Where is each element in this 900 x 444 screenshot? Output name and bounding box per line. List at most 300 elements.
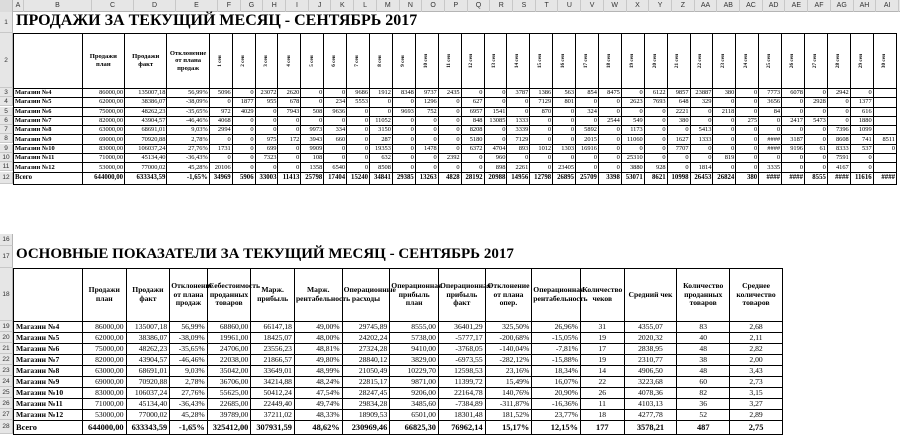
day-value-cell[interactable]: 84: [759, 107, 782, 116]
value-cell[interactable]: 26: [580, 388, 624, 399]
day-value-cell[interactable]: 0: [782, 154, 805, 163]
day-value-cell[interactable]: ####: [759, 135, 782, 144]
day-value-cell[interactable]: 2118: [713, 107, 736, 116]
value-cell[interactable]: 36: [677, 399, 730, 410]
column-letter[interactable]: P: [445, 0, 468, 12]
day-value-cell[interactable]: 108: [301, 154, 324, 163]
value-cell[interactable]: 31: [580, 322, 624, 333]
day-value-cell[interactable]: 0: [415, 116, 438, 125]
value-cell[interactable]: 33649,01: [251, 366, 295, 377]
row-number[interactable]: 22: [0, 354, 13, 365]
day-value-cell[interactable]: 0: [232, 135, 255, 144]
day-value-cell[interactable]: 632: [370, 154, 393, 163]
value-cell[interactable]: 4103,13: [624, 399, 677, 410]
day-value-cell[interactable]: 9909: [301, 144, 324, 153]
day-value-cell[interactable]: 2620: [278, 89, 301, 98]
day-value-cell[interactable]: 563: [553, 89, 576, 98]
column-letter[interactable]: M: [377, 0, 400, 12]
day-value-cell[interactable]: 16916: [576, 144, 599, 153]
day-value-cell[interactable]: 0: [598, 154, 621, 163]
fact-cell[interactable]: 48262,23: [125, 107, 167, 116]
day-value-cell[interactable]: 0: [644, 116, 667, 125]
value-cell[interactable]: 63000,00: [82, 366, 126, 377]
value-cell[interactable]: 37211,02: [251, 410, 295, 421]
day-value-cell[interactable]: 0: [598, 163, 621, 172]
day-value-cell[interactable]: 8508: [370, 163, 393, 172]
column-letter[interactable]: I: [286, 0, 309, 12]
day-value-cell[interactable]: 0: [576, 154, 599, 163]
day-value-cell[interactable]: 0: [576, 163, 599, 172]
day-value-cell[interactable]: 0: [278, 163, 301, 172]
value-cell[interactable]: 45134,40: [126, 399, 170, 410]
day-value-cell[interactable]: 334: [324, 126, 347, 135]
day-value-cell[interactable]: 0: [232, 154, 255, 163]
value-cell[interactable]: 2,82: [730, 344, 783, 355]
value-cell[interactable]: 83000,00: [82, 388, 126, 399]
day-value-cell[interactable]: ####: [827, 172, 850, 184]
day-value-cell[interactable]: 9196: [782, 144, 805, 153]
day-value-cell[interactable]: 0: [347, 116, 370, 125]
value-cell[interactable]: 68860,00: [207, 322, 251, 333]
day-value-cell[interactable]: 4029: [232, 107, 255, 116]
store-name-cell[interactable]: Магазин №11: [14, 154, 83, 163]
day-value-cell[interactable]: 12798: [530, 172, 553, 184]
column-letter[interactable]: AH: [854, 0, 877, 12]
value-cell[interactable]: -35,65%: [170, 344, 208, 355]
day-value-cell[interactable]: 0: [759, 116, 782, 125]
day-value-cell[interactable]: 1731: [209, 144, 232, 153]
value-cell[interactable]: 325412,00: [207, 421, 251, 435]
day-value-cell[interactable]: 0: [232, 89, 255, 98]
value-cell[interactable]: 21050,49: [342, 366, 390, 377]
day-value-cell[interactable]: ####: [873, 172, 896, 184]
value-cell[interactable]: 76962,14: [438, 421, 485, 435]
value-cell[interactable]: 23556,23: [251, 344, 295, 355]
value-cell[interactable]: 26,96%: [532, 322, 581, 333]
store-name-cell[interactable]: Магазин №8: [14, 126, 83, 135]
value-cell[interactable]: 3223,68: [624, 377, 677, 388]
day-value-cell[interactable]: 3880: [621, 163, 644, 172]
day-value-cell[interactable]: 7396: [827, 126, 850, 135]
day-value-cell[interactable]: 0: [461, 89, 484, 98]
value-cell[interactable]: 27324,28: [342, 344, 390, 355]
day-value-cell[interactable]: 752: [415, 107, 438, 116]
day-value-cell[interactable]: 7323: [255, 154, 278, 163]
value-cell[interactable]: 4277,78: [624, 410, 677, 421]
value-cell[interactable]: 50412,24: [251, 388, 295, 399]
day-value-cell[interactable]: 0: [690, 116, 713, 125]
value-cell[interactable]: 9,03%: [170, 366, 208, 377]
day-value-cell[interactable]: 898: [484, 163, 507, 172]
day-value-cell[interactable]: 0: [759, 154, 782, 163]
day-value-cell[interactable]: 0: [690, 107, 713, 116]
value-cell[interactable]: 71000,00: [82, 399, 126, 410]
day-value-cell[interactable]: 275: [736, 116, 759, 125]
store-name-cell[interactable]: Магазин №11: [14, 399, 83, 410]
day-value-cell[interactable]: 928: [644, 163, 667, 172]
value-cell[interactable]: 22685,00: [207, 399, 251, 410]
day-value-cell[interactable]: 8608: [827, 135, 850, 144]
value-cell[interactable]: 135007,18: [126, 322, 170, 333]
day-value-cell[interactable]: 380: [667, 116, 690, 125]
day-value-cell[interactable]: 0: [530, 163, 553, 172]
day-value-cell[interactable]: 0: [850, 154, 873, 163]
value-cell[interactable]: 23,77%: [532, 410, 581, 421]
day-value-cell[interactable]: 0: [484, 89, 507, 98]
row-number[interactable]: 7: [0, 125, 13, 134]
day-value-cell[interactable]: 7773: [759, 89, 782, 98]
value-cell[interactable]: 49,74%: [294, 399, 342, 410]
column-letter[interactable]: AC: [740, 0, 763, 12]
day-value-cell[interactable]: 8333: [827, 144, 850, 153]
value-cell[interactable]: 16,07%: [532, 377, 581, 388]
value-cell[interactable]: 86000,00: [82, 322, 126, 333]
row-number[interactable]: 20: [0, 332, 13, 343]
value-cell[interactable]: 20,90%: [532, 388, 581, 399]
store-name-cell[interactable]: Всего: [14, 421, 83, 435]
value-cell[interactable]: 82: [677, 388, 730, 399]
store-name-cell[interactable]: Магазин №9: [14, 377, 83, 388]
value-cell[interactable]: 22: [580, 377, 624, 388]
day-value-cell[interactable]: 0: [415, 154, 438, 163]
column-letter[interactable]: X: [627, 0, 650, 12]
day-value-cell[interactable]: 0: [347, 107, 370, 116]
day-value-cell[interactable]: 0: [804, 89, 827, 98]
value-cell[interactable]: 60: [677, 377, 730, 388]
day-value-cell[interactable]: 0: [278, 144, 301, 153]
column-letter[interactable]: K: [332, 0, 355, 12]
column-letter[interactable]: N: [400, 0, 423, 12]
day-value-cell[interactable]: 25709: [576, 172, 599, 184]
row-number[interactable]: 1: [0, 12, 13, 33]
value-cell[interactable]: 22449,40: [251, 399, 295, 410]
day-value-cell[interactable]: 9636: [324, 107, 347, 116]
day-value-cell[interactable]: 0: [438, 107, 461, 116]
day-value-cell[interactable]: 0: [484, 126, 507, 135]
store-name-cell[interactable]: Магазин №12: [14, 163, 83, 172]
column-letter[interactable]: W: [604, 0, 627, 12]
day-value-cell[interactable]: [873, 98, 896, 107]
value-cell[interactable]: 15,49%: [485, 377, 532, 388]
value-cell[interactable]: 2,75: [730, 421, 783, 435]
value-cell[interactable]: -1,65%: [170, 421, 208, 435]
plan-cell[interactable]: 83000,00: [82, 144, 124, 153]
day-value-cell[interactable]: 0: [713, 116, 736, 125]
day-value-cell[interactable]: 0: [438, 98, 461, 107]
day-value-cell[interactable]: 0: [667, 163, 690, 172]
fact-cell[interactable]: 106037,24: [125, 144, 167, 153]
value-cell[interactable]: 3,27: [730, 399, 783, 410]
day-value-cell[interactable]: 2994: [209, 126, 232, 135]
fact-cell[interactable]: 43904,57: [125, 116, 167, 125]
day-value-cell[interactable]: 0: [690, 144, 713, 153]
value-cell[interactable]: 55625,00: [207, 388, 251, 399]
value-cell[interactable]: 19961,00: [207, 333, 251, 344]
day-value-cell[interactable]: 0: [461, 154, 484, 163]
column-letter[interactable]: B: [24, 0, 92, 12]
value-cell[interactable]: 181,52%: [485, 410, 532, 421]
store-name-cell[interactable]: Магазин №6: [14, 107, 83, 116]
day-value-cell[interactable]: 1814: [690, 163, 713, 172]
value-cell[interactable]: -200,68%: [485, 333, 532, 344]
value-cell[interactable]: 82000,00: [82, 355, 126, 366]
column-letter[interactable]: G: [241, 0, 264, 12]
column-letter[interactable]: U: [559, 0, 582, 12]
value-cell[interactable]: 633343,59: [126, 421, 170, 435]
store-name-cell[interactable]: Всего: [14, 172, 83, 184]
value-cell[interactable]: 48,33%: [294, 410, 342, 421]
column-letter[interactable]: H: [263, 0, 286, 12]
day-value-cell[interactable]: 0: [255, 163, 278, 172]
day-value-cell[interactable]: 0: [392, 98, 415, 107]
day-value-cell[interactable]: 1541: [484, 107, 507, 116]
value-cell[interactable]: 66147,18: [251, 322, 295, 333]
value-cell[interactable]: 4906,50: [624, 366, 677, 377]
value-cell[interactable]: 48: [677, 344, 730, 355]
column-letter[interactable]: C: [92, 0, 134, 12]
day-value-cell[interactable]: 0: [461, 163, 484, 172]
value-cell[interactable]: 14: [580, 366, 624, 377]
row-number[interactable]: 9: [0, 144, 13, 153]
deviation-cell[interactable]: -38,09%: [167, 98, 209, 107]
day-value-cell[interactable]: 234: [324, 98, 347, 107]
day-value-cell[interactable]: 0: [553, 116, 576, 125]
day-value-cell[interactable]: 23405: [553, 163, 576, 172]
value-cell[interactable]: 230969,46: [342, 421, 390, 435]
value-cell[interactable]: 66825,30: [390, 421, 439, 435]
value-cell[interactable]: -6973,55: [438, 355, 485, 366]
day-value-cell[interactable]: 23887: [690, 89, 713, 98]
value-cell[interactable]: 36706,00: [207, 377, 251, 388]
day-value-cell[interactable]: 0: [598, 135, 621, 144]
column-letter[interactable]: AF: [808, 0, 831, 12]
day-value-cell[interactable]: 1880: [850, 116, 873, 125]
day-value-cell[interactable]: 0: [576, 98, 599, 107]
row-number[interactable]: 18: [0, 268, 13, 321]
day-value-cell[interactable]: 0: [370, 107, 393, 116]
day-value-cell[interactable]: 0: [644, 126, 667, 135]
day-value-cell[interactable]: 0: [278, 154, 301, 163]
sales-table[interactable]: [13, 33, 897, 185]
deviation-cell[interactable]: -36,43%: [167, 154, 209, 163]
day-value-cell[interactable]: 0: [370, 98, 393, 107]
column-letter[interactable]: Z: [672, 0, 695, 12]
select-all-corner[interactable]: [0, 0, 13, 12]
value-cell[interactable]: 19: [580, 355, 624, 366]
day-value-cell[interactable]: 0: [782, 163, 805, 172]
column-letter[interactable]: AB: [717, 0, 740, 12]
day-value-cell[interactable]: 11052: [370, 116, 393, 125]
column-letter[interactable]: D: [134, 0, 176, 12]
day-value-cell[interactable]: 508: [301, 107, 324, 116]
day-value-cell[interactable]: 0: [530, 126, 553, 135]
fact-cell[interactable]: 633343,59: [125, 172, 167, 184]
deviation-cell[interactable]: -46,46%: [167, 116, 209, 125]
day-value-cell[interactable]: 0: [850, 89, 873, 98]
day-value-cell[interactable]: 11413: [278, 172, 301, 184]
value-cell[interactable]: 19: [580, 333, 624, 344]
day-value-cell[interactable]: 0: [644, 135, 667, 144]
day-value-cell[interactable]: 1478: [415, 144, 438, 153]
day-value-cell[interactable]: 870: [530, 107, 553, 116]
day-value-cell[interactable]: 0: [324, 144, 347, 153]
day-value-cell[interactable]: [873, 163, 896, 172]
day-value-cell[interactable]: 0: [438, 126, 461, 135]
value-cell[interactable]: -282,12%: [485, 355, 532, 366]
day-value-cell[interactable]: 14956: [507, 172, 530, 184]
day-value-cell[interactable]: 2221: [667, 107, 690, 116]
day-value-cell[interactable]: 172: [278, 135, 301, 144]
value-cell[interactable]: 140,76%: [485, 388, 532, 399]
day-value-cell[interactable]: 678: [278, 98, 301, 107]
value-cell[interactable]: 6501,00: [390, 410, 439, 421]
day-value-cell[interactable]: 7943: [278, 107, 301, 116]
deviation-cell[interactable]: 56,99%: [167, 89, 209, 98]
column-letter[interactable]: AA: [695, 0, 718, 12]
day-value-cell[interactable]: 25798: [301, 172, 324, 184]
day-value-cell[interactable]: 0: [827, 98, 850, 107]
day-value-cell[interactable]: 5413: [690, 126, 713, 135]
value-cell[interactable]: 48262,23: [126, 344, 170, 355]
plan-cell[interactable]: 69000,00: [82, 135, 124, 144]
column-letter[interactable]: E: [176, 0, 218, 12]
day-value-cell[interactable]: 26453: [690, 172, 713, 184]
day-value-cell[interactable]: 0: [827, 116, 850, 125]
day-value-cell[interactable]: 0: [667, 154, 690, 163]
day-value-cell[interactable]: 5892: [576, 126, 599, 135]
value-cell[interactable]: -36,43%: [170, 399, 208, 410]
value-cell[interactable]: 24202,24: [342, 333, 390, 344]
day-value-cell[interactable]: 2623: [621, 98, 644, 107]
day-value-cell[interactable]: 1173: [621, 126, 644, 135]
row-number[interactable]: 6: [0, 116, 13, 125]
store-name-cell[interactable]: Магазин №7: [14, 116, 83, 125]
column-letter[interactable]: AI: [876, 0, 899, 12]
day-value-cell[interactable]: 2392: [438, 154, 461, 163]
day-value-cell[interactable]: 2261: [507, 163, 530, 172]
day-value-cell[interactable]: 0: [782, 107, 805, 116]
day-value-cell[interactable]: 0: [713, 135, 736, 144]
value-cell[interactable]: 15,17%: [485, 421, 532, 435]
value-cell[interactable]: -15,05%: [532, 333, 581, 344]
column-letter[interactable]: Q: [468, 0, 491, 12]
plan-cell[interactable]: 86000,00: [82, 89, 124, 98]
day-value-cell[interactable]: 9857: [667, 89, 690, 98]
value-cell[interactable]: 48,81%: [294, 344, 342, 355]
store-name-cell[interactable]: Магазин №6: [14, 344, 83, 355]
day-value-cell[interactable]: 0: [873, 144, 896, 153]
day-value-cell[interactable]: 0: [804, 135, 827, 144]
column-letter[interactable]: R: [490, 0, 513, 12]
day-value-cell[interactable]: 0: [827, 107, 850, 116]
day-value-cell[interactable]: 0: [713, 163, 736, 172]
deviation-cell[interactable]: -1,65%: [167, 172, 209, 184]
day-value-cell[interactable]: 11616: [850, 172, 873, 184]
value-cell[interactable]: 28247,45: [342, 388, 390, 399]
day-value-cell[interactable]: 0: [347, 163, 370, 172]
value-cell[interactable]: 18425,07: [251, 333, 295, 344]
day-value-cell[interactable]: 6540: [324, 163, 347, 172]
value-cell[interactable]: 69000,00: [82, 377, 126, 388]
day-value-cell[interactable]: 6372: [461, 144, 484, 153]
value-cell[interactable]: 22038,00: [207, 355, 251, 366]
deviation-cell[interactable]: 2,78%: [167, 135, 209, 144]
deviation-cell[interactable]: 27,76%: [167, 144, 209, 153]
day-value-cell[interactable]: 380: [713, 89, 736, 98]
day-value-cell[interactable]: 972: [209, 107, 232, 116]
day-value-cell[interactable]: 0: [209, 154, 232, 163]
day-value-cell[interactable]: 9686: [347, 89, 370, 98]
value-cell[interactable]: 4355,07: [624, 322, 677, 333]
row-number[interactable]: 23: [0, 365, 13, 376]
row-number[interactable]: 17: [0, 246, 13, 268]
fact-cell[interactable]: 77000,02: [125, 163, 167, 172]
day-value-cell[interactable]: 8475: [598, 89, 621, 98]
day-value-cell[interactable]: 801: [553, 98, 576, 107]
day-value-cell[interactable]: 6957: [461, 107, 484, 116]
day-value-cell[interactable]: 0: [553, 107, 576, 116]
day-value-cell[interactable]: 7693: [644, 98, 667, 107]
day-value-cell[interactable]: [873, 89, 896, 98]
day-value-cell[interactable]: 699: [255, 144, 278, 153]
value-cell[interactable]: 2020,32: [624, 333, 677, 344]
value-cell[interactable]: 18: [580, 410, 624, 421]
value-cell[interactable]: 4078,36: [624, 388, 677, 399]
column-letter[interactable]: F: [218, 0, 241, 12]
value-cell[interactable]: -3768,05: [438, 344, 485, 355]
day-value-cell[interactable]: 0: [804, 107, 827, 116]
day-value-cell[interactable]: 0: [232, 163, 255, 172]
day-value-cell[interactable]: 0: [736, 126, 759, 135]
value-cell[interactable]: 2,00: [730, 355, 783, 366]
day-value-cell[interactable]: 0: [392, 163, 415, 172]
day-value-cell[interactable]: 0: [232, 126, 255, 135]
day-value-cell[interactable]: 26895: [553, 172, 576, 184]
day-value-cell[interactable]: 9973: [301, 126, 324, 135]
value-cell[interactable]: -5777,17: [438, 333, 485, 344]
day-value-cell[interactable]: 34969: [209, 172, 232, 184]
column-letter[interactable]: AE: [786, 0, 809, 12]
value-cell[interactable]: 28840,12: [342, 355, 390, 366]
day-value-cell[interactable]: 20988: [484, 172, 507, 184]
day-value-cell[interactable]: 0: [209, 98, 232, 107]
fact-cell[interactable]: 68691,01: [125, 126, 167, 135]
day-value-cell[interactable]: 0: [484, 135, 507, 144]
value-cell[interactable]: 325,50%: [485, 322, 532, 333]
value-cell[interactable]: 11: [580, 399, 624, 410]
plan-cell[interactable]: 71000,00: [82, 154, 124, 163]
value-cell[interactable]: 48: [677, 366, 730, 377]
day-value-cell[interactable]: 7591: [827, 154, 850, 163]
day-value-cell[interactable]: 0: [530, 116, 553, 125]
day-value-cell[interactable]: 819: [713, 154, 736, 163]
value-cell[interactable]: 68691,01: [126, 366, 170, 377]
day-value-cell[interactable]: 1877: [232, 98, 255, 107]
value-cell[interactable]: 56,99%: [170, 322, 208, 333]
column-letter[interactable]: T: [536, 0, 559, 12]
value-cell[interactable]: 12598,53: [438, 366, 485, 377]
day-value-cell[interactable]: 0: [553, 154, 576, 163]
value-cell[interactable]: -15,88%: [532, 355, 581, 366]
day-value-cell[interactable]: 0: [507, 107, 530, 116]
day-value-cell[interactable]: 4167: [827, 163, 850, 172]
value-cell[interactable]: 2,73: [730, 377, 783, 388]
day-value-cell[interactable]: 0: [438, 116, 461, 125]
day-value-cell[interactable]: 380: [736, 172, 759, 184]
day-value-cell[interactable]: 0: [736, 154, 759, 163]
day-value-cell[interactable]: 1099: [850, 126, 873, 135]
day-value-cell[interactable]: 0: [301, 98, 324, 107]
